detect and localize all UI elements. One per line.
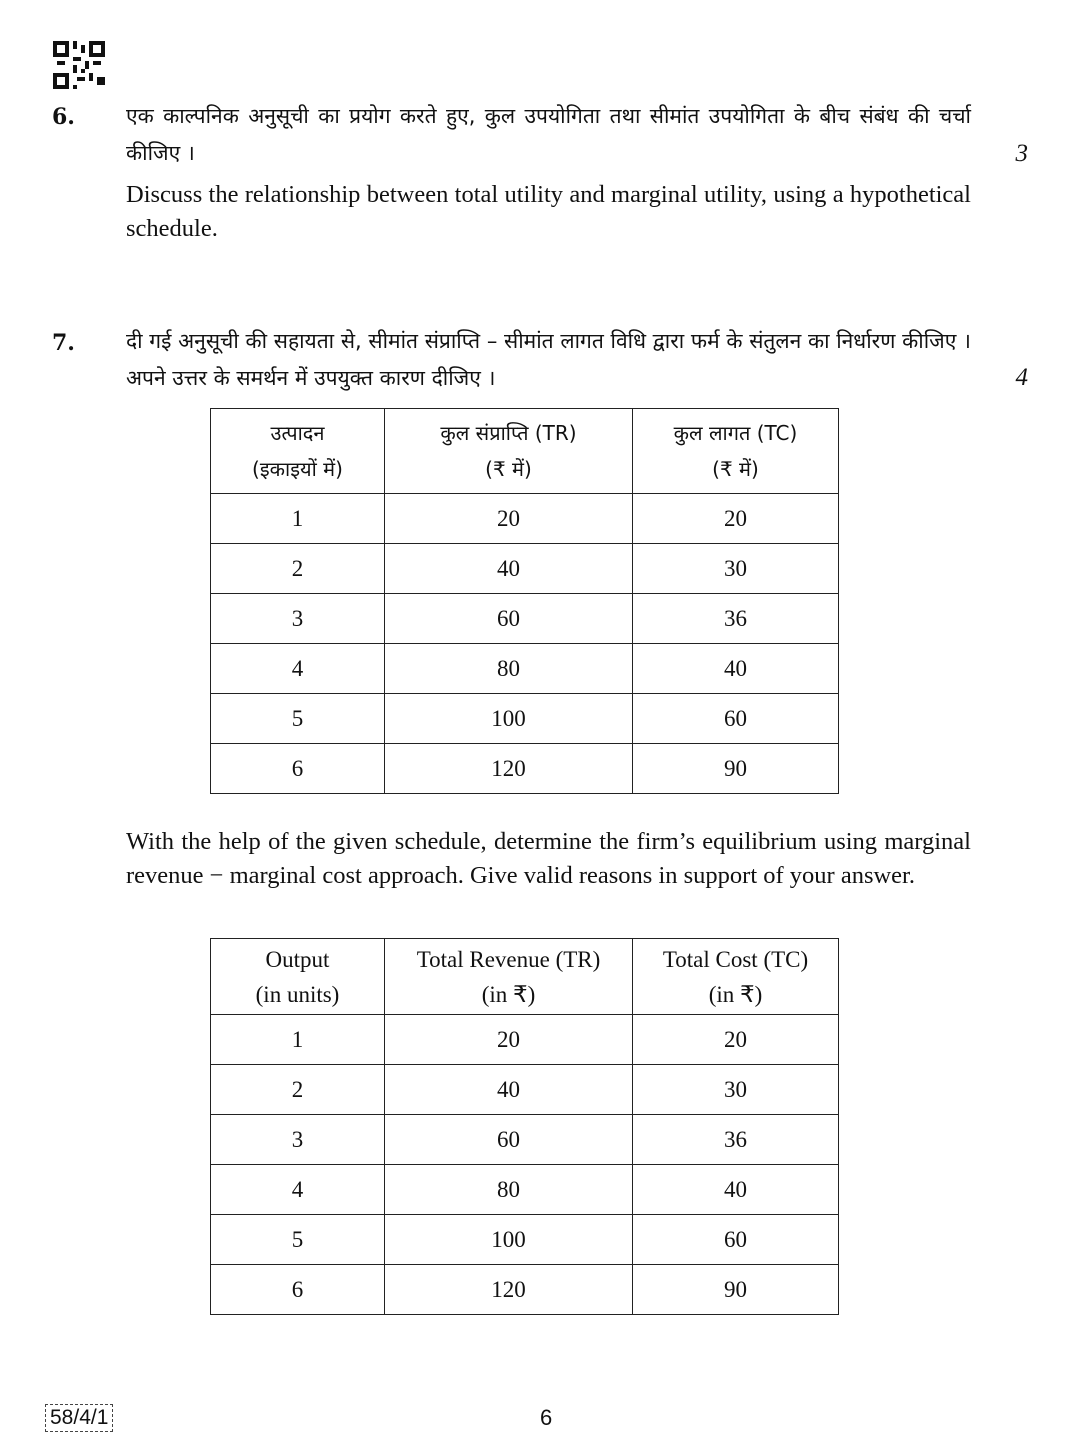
table-header-row [211,409,839,494]
table-row [211,694,839,744]
header-total-revenue [385,409,633,494]
table-row [211,1115,839,1165]
tc-cell: 90 [633,744,839,794]
output-cell: 4 [211,644,385,694]
table-row [211,544,839,594]
tr-cell: 60 [385,1115,633,1165]
tr-cell: 80 [385,644,633,694]
output-cell: 1 [211,1015,385,1065]
header-output [211,409,385,494]
q6-marks: 3 [1015,140,1028,167]
header-total-cost [633,409,839,494]
page-number: 6 [540,1405,553,1430]
header-line: Output [265,946,330,972]
tr-cell: 20 [385,1015,633,1065]
table-row [211,1215,839,1265]
q7-number: 7. [52,330,75,356]
header-line: (in ₹) [481,981,536,1007]
header-line: (in ₹) [708,981,763,1007]
table-row [211,1065,839,1115]
table-header-row [211,939,839,1015]
tc-cell: 40 [633,644,839,694]
table-row [211,1265,839,1315]
output-cell: 3 [211,1115,385,1165]
q7-english-text: With the help of the given schedule, determine the firm’s equilibrium using marginal revenue − marginal cost approach. Give valid reasons in support of your answer. [126,828,971,889]
header-line: (in units) [255,981,340,1007]
table-row [211,644,839,694]
header-total-revenue [385,939,633,1015]
output-cell: 3 [211,594,385,644]
tc-cell: 20 [633,1015,839,1065]
output-cell: 2 [211,1065,385,1115]
table-row [211,594,839,644]
output-cell: 1 [211,494,385,544]
tr-cell: 40 [385,1065,633,1115]
header-line: कुल लागत (TC) [673,421,798,445]
table-row [211,744,839,794]
tr-cell: 40 [385,544,633,594]
tc-cell: 90 [633,1265,839,1315]
tr-cell: 20 [385,494,633,544]
tc-cell: 36 [633,594,839,644]
header-line: Total Cost (TC) [662,946,809,972]
hindi-schedule-table [210,408,839,794]
tc-cell: 36 [633,1115,839,1165]
header-line: (₹ में) [485,457,532,481]
tc-cell: 30 [633,1065,839,1115]
tc-cell: 40 [633,1165,839,1215]
header-line: कुल संप्राप्ति (TR) [440,421,577,445]
q6-number: 6. [52,104,75,130]
header-line: उत्पादन [270,421,325,445]
output-cell: 4 [211,1165,385,1215]
q6-hindi-text: एक काल्पनिक अनुसूची का प्रयोग करते हुए, कुल उपयोगिता तथा सीमांत उपयोगिता के बीच संबंध की चर्चा कीजिए । [126,104,971,165]
q6-english-text: Discuss the relationship between total utility and marginal utility, using a hypothetical schedule. [126,181,971,242]
tc-cell: 30 [633,544,839,594]
tc-cell: 60 [633,694,839,744]
tr-cell: 80 [385,1165,633,1215]
output-cell: 6 [211,744,385,794]
tr-cell: 120 [385,1265,633,1315]
english-schedule-table [210,938,839,1315]
q7-marks: 4 [1015,364,1028,391]
qr-code-icon [53,41,105,89]
table-row [211,1015,839,1065]
output-cell: 2 [211,544,385,594]
tc-cell: 60 [633,1215,839,1265]
header-line: (इकाइयों में) [252,457,343,481]
tc-cell: 20 [633,494,839,544]
output-cell: 6 [211,1265,385,1315]
output-cell: 5 [211,1215,385,1265]
paper-code: 58/4/1 [45,1404,113,1432]
header-total-cost [633,939,839,1015]
tr-cell: 100 [385,1215,633,1265]
header-output [211,939,385,1015]
header-line: (₹ में) [712,457,759,481]
table-row [211,494,839,544]
q7-hindi-text: दी गई अनुसूची की सहायता से, सीमांत संप्राप्ति – सीमांत लागत विधि द्वारा फर्म के संतुलन का निर्धारण कीजिए । अपने उत्तर के समर्थन में उपयुक्त कारण दीजिए । [126,329,971,390]
table-row [211,1165,839,1215]
header-line: Total Revenue (TR) [416,946,601,972]
tr-cell: 60 [385,594,633,644]
output-cell: 5 [211,694,385,744]
tr-cell: 100 [385,694,633,744]
tr-cell: 120 [385,744,633,794]
